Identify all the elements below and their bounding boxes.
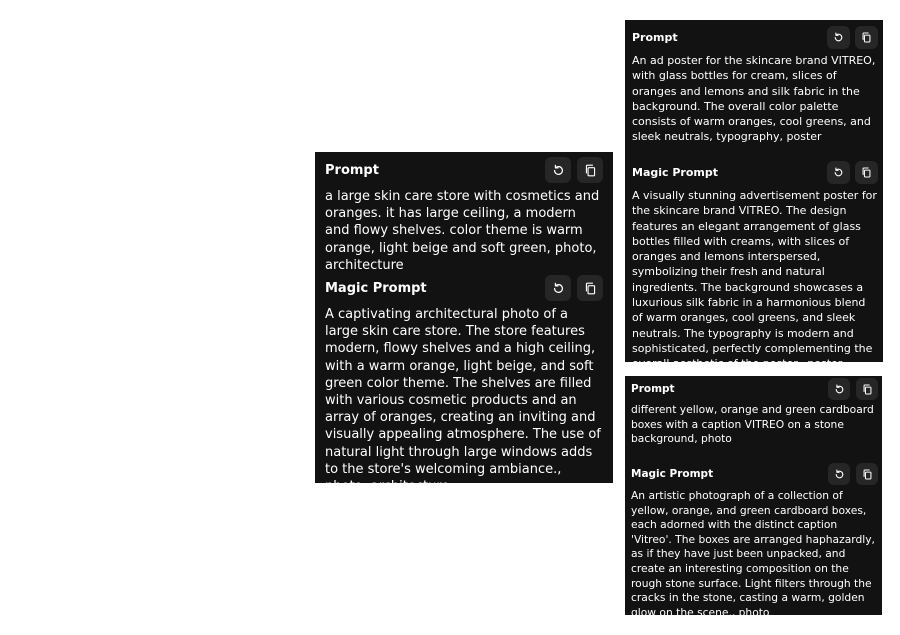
copy-button[interactable]: [856, 463, 878, 485]
prompt-card-store: [315, 152, 613, 495]
regenerate-button[interactable]: [545, 275, 571, 301]
copy-button[interactable]: [855, 26, 878, 49]
copy-icon: [584, 282, 597, 295]
regenerate-button[interactable]: [828, 463, 850, 485]
copy-button[interactable]: [577, 157, 603, 183]
magic-prompt-header: [632, 161, 878, 184]
prompt-text: different yellow, orange and green cardboard boxes with a caption VITREO on a stone background, photo: [631, 403, 874, 446]
refresh-icon: [834, 469, 845, 480]
magic-prompt-header: [631, 463, 878, 485]
refresh-icon: [552, 282, 565, 295]
prompt-header: [631, 378, 878, 400]
refresh-icon: [833, 32, 844, 43]
regenerate-button[interactable]: [545, 157, 571, 183]
refresh-icon: [552, 164, 565, 177]
magic-prompt-text: An artistic photograph of a collection of yellow, orange, and green cardboard boxes, each adorned with the distinct caption 'Vitreo'. The boxes are arranged haphazardly, as if they have just been unpacked, and create an interesting composition on the rough stone surface. Light filters through the cracks in the stone, casting a warm, golden glow on the scene., photo: [631, 489, 875, 619]
copy-button[interactable]: [577, 275, 603, 301]
copy-icon: [861, 32, 872, 43]
regenerate-button[interactable]: [828, 378, 850, 400]
copy-icon: [584, 164, 597, 177]
prompt-title: Prompt: [632, 31, 678, 44]
prompt-title: Prompt: [631, 383, 675, 395]
copy-button[interactable]: [856, 378, 878, 400]
copy-icon: [862, 469, 873, 480]
prompt-title: Prompt: [325, 163, 379, 178]
prompt-header: [325, 157, 603, 183]
prompt-header: [632, 26, 878, 49]
magic-prompt-text: A captivating architectural photo of a large skin care store. The store features modern, flowy shelves and a high ceiling, with a warm orange, light beige, and soft green color theme. The shelves are filled with various cosmetic products and an array of oranges, creating an inviting and visually appealing atmosphere. The use of natural light through large windows adds to the store's welcoming ambiance., photo, architecture: [325, 307, 601, 495]
magic-prompt-text: A visually stunning advertisement poster for the skincare brand VITREO. The design features an elegant arrangement of glass bottles filled with creams, with slices of oranges and lemons interspersed, symbolizing their fresh and natural ingredients. The background showcases a luxurious silk fabric in a harmonious blend of warm oranges, cool greens, and sleek neutrals. The typography is modern and sophisticated, perfectly complementing the overall aesthetic of the poster., poster,: [632, 189, 877, 371]
magic-prompt-title: Magic Prompt: [325, 281, 427, 296]
prompt-text: a large skin care store with cosmetics and oranges. it has large ceiling, a modern and flowy shelves. color theme is warm orange, light beige and soft green, photo, architecture: [325, 189, 600, 273]
regenerate-button[interactable]: [827, 26, 850, 49]
copy-icon: [862, 384, 873, 395]
refresh-icon: [833, 167, 844, 178]
prompt-card-poster: [625, 20, 883, 371]
regenerate-button[interactable]: [827, 161, 850, 184]
prompt-text: An ad poster for the skincare brand VITREO, with glass bottles for cream, slices of oranges and lemons and silk fabric in the background. The overall color palette consists of warm oranges, cool greens, and sleek neutrals, typography, poster: [632, 54, 876, 144]
magic-prompt-title: Magic Prompt: [631, 468, 714, 480]
prompt-card-boxes: [625, 376, 882, 619]
copy-icon: [861, 167, 872, 178]
refresh-icon: [834, 384, 845, 395]
magic-prompt-title: Magic Prompt: [632, 166, 719, 179]
copy-button[interactable]: [855, 161, 878, 184]
magic-prompt-header: [325, 275, 603, 301]
